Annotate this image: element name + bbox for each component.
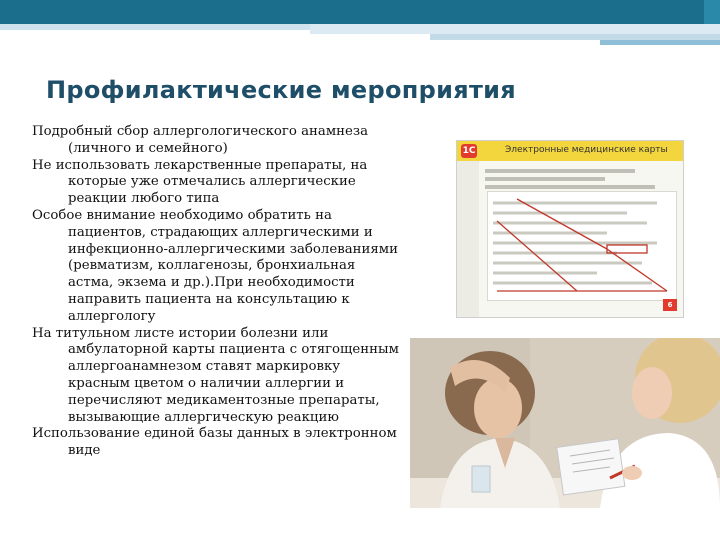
band-strip: [600, 40, 720, 45]
ehr-header-title: Электронные медицинские карты: [505, 145, 668, 155]
body-paragraph: Не использовать лекарственные препараты, на которые уже отмечались аллергические реакции любого типа: [32, 157, 368, 207]
ehr-software-screenshot: [456, 140, 684, 318]
body-paragraph: Использование единой базы данных в электронном виде: [32, 426, 397, 459]
body-paragraph: На титульном листе истории болезни или амбулаторной карты пациента с отягощенным аллергоанамнезом ставят маркировку красным цветом о наличии аллергии и перечисляют медикаментозные препараты, вызывающие аллергическую реакцию: [32, 325, 399, 425]
ehr-logo-icon: 1С: [462, 146, 476, 156]
photo-illustration: [410, 338, 720, 508]
body-paragraph: Особое внимание необходимо обратить на пациентов, страдающих аллергическими и инфекционно-аллергическими заболеваниями (ревматизм, коллагенозы, бронхиальная астма, экзема и др.).При необходимости направить пациента на консультацию к аллергологу: [32, 207, 398, 324]
top-decorative-band: [0, 0, 720, 24]
band-edge: [704, 0, 720, 24]
ehr-page-badge: 6: [663, 299, 677, 311]
ehr-annotation-arrows: [457, 141, 684, 318]
slide-body: [32, 124, 404, 460]
doctor-patient-photo: [410, 338, 720, 508]
slide-title: Профилактические мероприятия: [46, 76, 516, 104]
band-strip: [310, 24, 720, 34]
body-paragraph: Подробный сбор аллергологического анамнеза (личного и семейного): [32, 124, 369, 156]
